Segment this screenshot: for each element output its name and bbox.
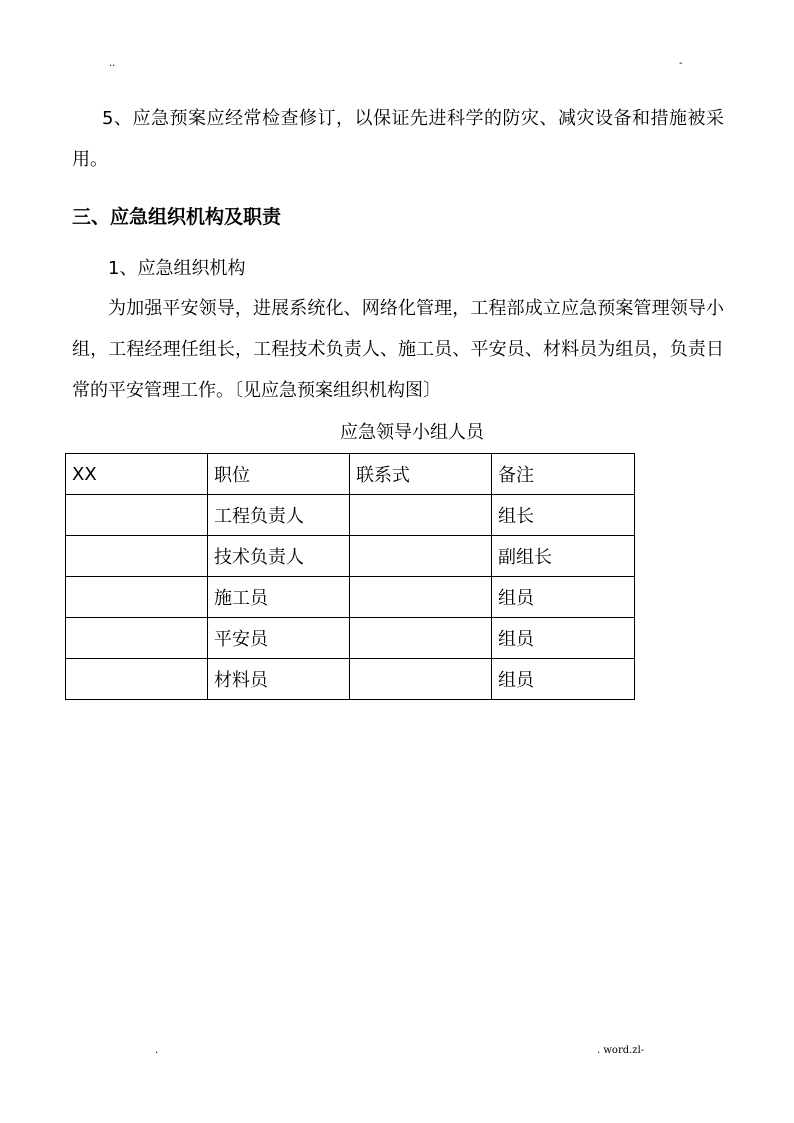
cell-name (66, 618, 208, 659)
members-table (65, 453, 635, 700)
cell-name (66, 659, 208, 700)
paragraph-revision-note: 5、应急预案应经常检查修订，以保证先进科学的防灾、减灾设备和措施被采用。 (72, 108, 724, 170)
cell-remark: 组员 (492, 618, 635, 659)
table-row (66, 577, 635, 618)
footer-source-text: . word.zl- (597, 1045, 645, 1056)
cell-name (66, 536, 208, 577)
header-left-mark: .. (109, 58, 116, 69)
header-cell-contact: 联系式 (350, 454, 492, 495)
cell-remark: 组员 (492, 659, 635, 700)
cell-contact (350, 536, 492, 577)
cell-position: 材料员 (208, 659, 350, 700)
header-cell-remark: 备注 (492, 454, 635, 495)
table-row (66, 618, 635, 659)
cell-contact (350, 495, 492, 536)
header-cell-name: XX (66, 454, 208, 495)
header-cell-position: 职位 (208, 454, 350, 495)
cell-position: 施工员 (208, 577, 350, 618)
table-header-row (66, 454, 635, 495)
cell-position: 工程负责人 (208, 495, 350, 536)
header-right-mark: - (679, 58, 683, 69)
cell-remark: 组长 (492, 495, 635, 536)
subheading-organization: 1、应急组织机构 (108, 258, 246, 279)
cell-name (66, 577, 208, 618)
cell-position: 技术负责人 (208, 536, 350, 577)
cell-contact (350, 659, 492, 700)
paragraph-organization: 为加强平安领导，进展系统化、网络化管理，工程部成立应急预案管理领导小组，工程经理任组长，工程技术负责人、施工员、平安员、材料员为组员，负责日常的平安管理工作。〔见应急预案组织机构图〕 (72, 298, 724, 401)
cell-name (66, 495, 208, 536)
cell-contact (350, 577, 492, 618)
cell-remark: 副组长 (492, 536, 635, 577)
table-row (66, 536, 635, 577)
table-caption: 应急领导小组人员 (340, 422, 484, 443)
footer-left-mark: . (155, 1045, 159, 1056)
table-row (66, 659, 635, 700)
cell-contact (350, 618, 492, 659)
cell-position: 平安员 (208, 618, 350, 659)
table-row (66, 495, 635, 536)
section-heading: 三、应急组织机构及职责 (72, 206, 282, 228)
cell-remark: 组员 (492, 577, 635, 618)
